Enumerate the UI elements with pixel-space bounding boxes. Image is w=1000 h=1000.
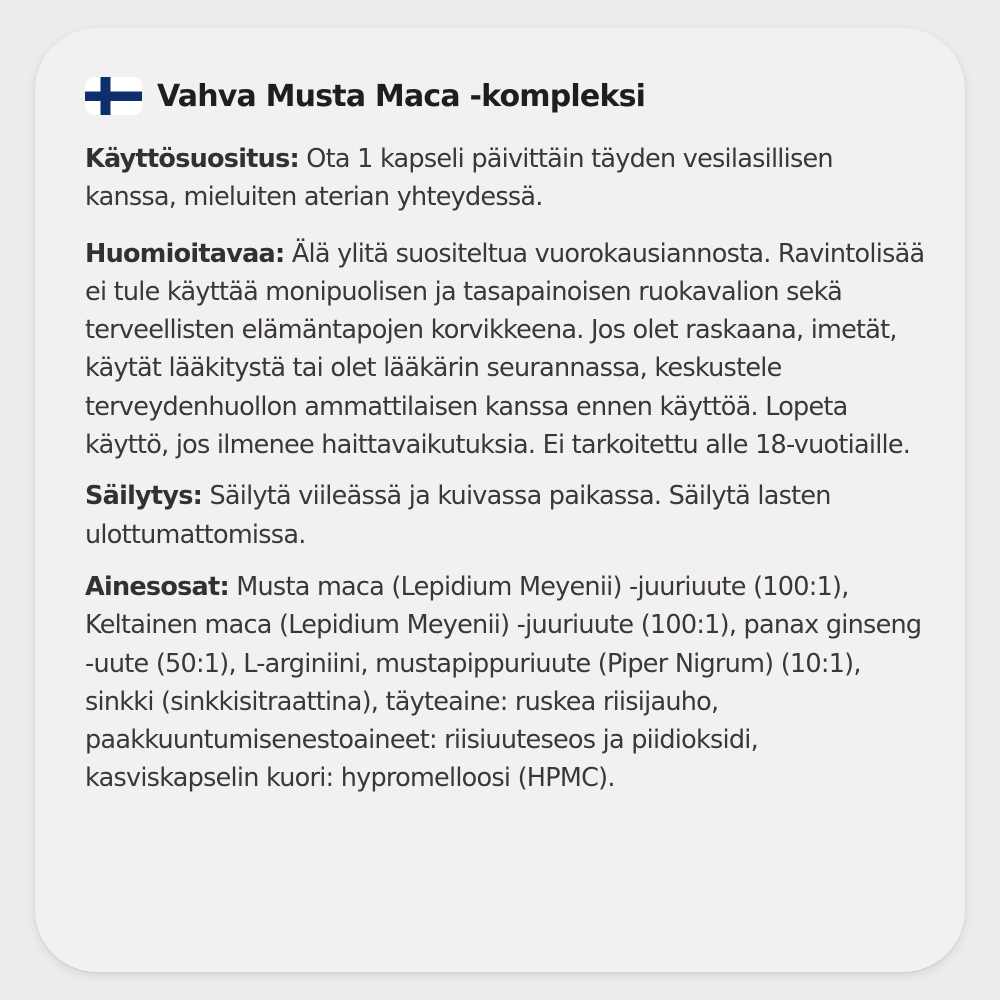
product-title: Vahva Musta Maca -kompleksi — [157, 78, 646, 114]
ingredients-section — [85, 568, 925, 798]
flag-cross-horizontal — [85, 92, 142, 102]
finland-flag-icon — [85, 77, 142, 115]
card-header — [85, 74, 925, 118]
warnings-text: Älä ylitä suositeltua vuorokausiannosta. Ravintolisää ei tule käyttää monipuolisen ja tasapainoisen ruokavalion sekä terveellisten elämäntapojen korvikkeena. Jos olet raskaana, imetät, käytät lääkitystä tai olet lääkärin seurannassa, keskustele terveydenhuollon ammattilaisen kanssa ennen käyttöä. Lopeta käyttö, jos ilmenee haittavaikutuksia. Ei tarkoitettu alle 18-vuotiaille. — [85, 238, 925, 461]
usage-label: Käyttösuositus: — [85, 144, 299, 174]
ingredients-text: Musta maca (Lepidium Meyenii) -juuriuute (100:1), Keltainen maca (Lepidium Meyenii) -juuriuute (100:1), panax ginseng -uute (50:1), L-arginiini, mustapippuriuute (Piper Nigrum) (10:1), sinkki (sinkkisitraattina), täyteaine: ruskea riisijauho, paakkuuntumisenestoaineet: riisiuuteseos ja piidioksidi, kasviskapselin kuori: hypromelloosi (HPMC). — [85, 571, 922, 794]
warnings-section — [85, 235, 925, 465]
flag-cross-vertical — [101, 77, 111, 115]
usage-section — [85, 140, 925, 217]
storage-section — [85, 477, 925, 554]
ingredients-label: Ainesosat: — [85, 571, 229, 602]
usage-text: Ota 1 kapseli päivittäin täyden vesilasillisen kanssa, mieluiten aterian yhteydessä. — [85, 144, 833, 213]
product-info-card — [35, 28, 965, 972]
warnings-label: Huomioitavaa: — [85, 238, 285, 269]
storage-text: Säilytä viileässä ja kuivassa paikassa. Säilytä lasten ulottumattomissa. — [85, 481, 831, 550]
storage-label: Säilytys: — [85, 481, 203, 512]
